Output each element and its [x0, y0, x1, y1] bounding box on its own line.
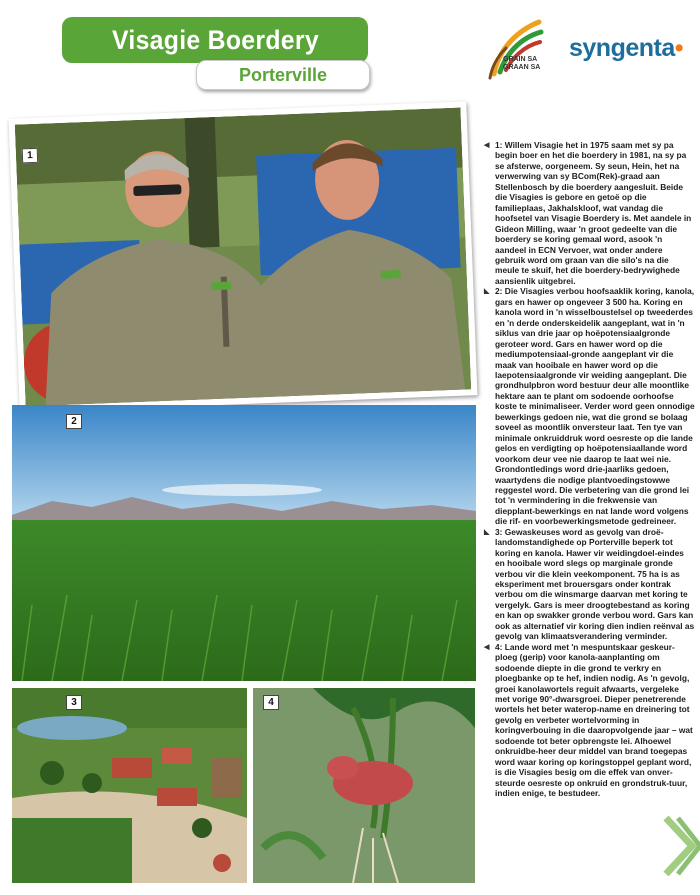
syngenta-wordmark: syngenta — [569, 34, 675, 62]
paragraph-1 — [483, 140, 695, 286]
syngenta-dot-icon: • — [674, 34, 684, 62]
grainsa-label-line2: GRAAN SA — [503, 64, 541, 71]
subtitle-banner — [196, 60, 370, 90]
corner-chevron-icon — [662, 816, 700, 876]
paragraph-4-text: 4: Lande word met 'n mespuntskaar geskeur-ploeg (gerip) voor kanola-aanplanting om sodoende diepte in die grond te verkry en ploegbanke op te hef, indien nodig. As 'n gevolg, groei kanolawortels reguit afwaarts, vergeleke met vorige 90°-dwarsgroei. Dieper penetrerende wortels het beter waterop-name en dreinering tot gevolg en verbeter wortelvorming in koringverbouing in die daaropvolgende jaar – wat sodoende tot beter opbrengste lei. Alhoewel onkruidbe-heer deur middel van brand toegepas word waar koring op koringstoppel geplant word, is die Visagies besig om die effek van onver-steurde oesreste op onkruid en grondstruk-tuur, indien enige, te bestudeer. — [495, 641, 693, 799]
photo-aerial-farm — [12, 688, 247, 883]
bullet-triangle-icon: ◀ — [484, 142, 490, 149]
paragraph-4 — [483, 642, 695, 799]
page-subtitle: Porterville — [238, 64, 328, 85]
paragraph-3 — [483, 527, 695, 642]
photo-field — [12, 405, 476, 681]
field-image — [12, 405, 476, 681]
paragraph-2-text: 2: Die Visagies verbou hoofsaaklik koring, kanola, gars en hawer op ongeveer 3 500 ha. Koring en kanola word in 'n wisselboustelsel op tweederdes en 'n derde onderskeidelik aangeplant, wat in 'n siklus van drie jaar op hoëpotensiaalgronde geroteer word. Gars en hawer word op die mediumpotensiaal-gronde aangeplant vir die maak van hooibale en hawer word op die laepotensiaalgronde vir weiding aangeplant. Die grondhulpbron word bestuur deur alle moontlike hektare aan te plant om sodoende oorhoofse koste te minimaliseer. Verder word geen onnodige bewerkings gedoen nie, wat die grond se bolaag soveel as moontlik onversteur laat. Ten tye van minimale onkruiddruk word oesreste op die lande gelos en verdigting op hoëpotensiaallande word voorkom deur vee nie daarop te laat wei nie. Grondontledings word drie-jaarliks gedoen, waartydens die nodige plantvoedingstowwe reggestel word. Die verbetering van die grond lei tot 'n vermindering in die frekwensie van diepplant-bewerkings en nat lande word volgens die rif- en voorbewerkingsmetode gedreineer. — [495, 286, 695, 527]
paragraph-3-text: 3: Gewaskeuses word as gevolg van droë-landomstandighede op Porterville beperk tot koring en kanola. Hawer vir weidingdoel-eindes en hooibale word slegs op marginale gronde verbou vir die klein veekomponent. 75 ha is as eksperiment met brouersgars onder kontrak verbou om die winsmarge daarvan met koring te vergelyk. Gars is meer droogtebestand as koring en kan op swakker gronde verbou word. Gars kan ook as alternatief vir koring dien indien reënval as gevolg van klimaatsverandering verminder. — [495, 526, 695, 642]
paragraph-1-text: 1: Willem Visagie het in 1975 saam met sy pa begin boer en het die boerdery in 1981, na sy pa se afsterwe, oorgeneem. Sy seun, Hein, het na verwerwing van sy BCom(Rek)-graad aan Stellenbosch by die boerdery aangesluit. Beide die Visagies is gebore en getoë op die familieplaas, Jakhalskloof, wat vandag die hoofsetel van Visagie Boerdery is. Met aandele in Gideon Milling, waar 'n groot gedeelte van die boerdery se koring gemaal word, asook 'n aandeel in ECN Vervoer, wat onder andere gebruik word om graan van die silo's na die meule te skuif, het die boerdery-bedrywighede aansienlik uitgebrei. — [495, 140, 692, 286]
photo-number-1: 1 — [22, 148, 39, 164]
title-banner — [62, 17, 368, 63]
article-text — [483, 140, 695, 799]
bullet-triangle-icon: ◣ — [484, 288, 490, 296]
photo-number-3: 3 — [66, 695, 82, 710]
canola-roots-image — [253, 688, 475, 883]
photo-number-2: 2 — [66, 414, 82, 429]
paragraph-2 — [483, 286, 695, 526]
grainsa-label-line1: GRAIN SA — [503, 56, 538, 63]
page-title: Visagie Boerdery — [111, 24, 319, 55]
aerial-farm-image — [12, 688, 247, 883]
grainsa-label — [503, 56, 540, 72]
grainsa-logo — [484, 12, 544, 84]
farmers-image — [15, 108, 471, 407]
photo-farmers — [9, 101, 478, 412]
syngenta-logo — [569, 34, 683, 63]
photo-number-4: 4 — [263, 695, 279, 710]
bullet-triangle-icon: ◀ — [484, 643, 490, 651]
photo-canola-roots — [253, 688, 475, 883]
bullet-triangle-icon: ◣ — [484, 528, 490, 536]
